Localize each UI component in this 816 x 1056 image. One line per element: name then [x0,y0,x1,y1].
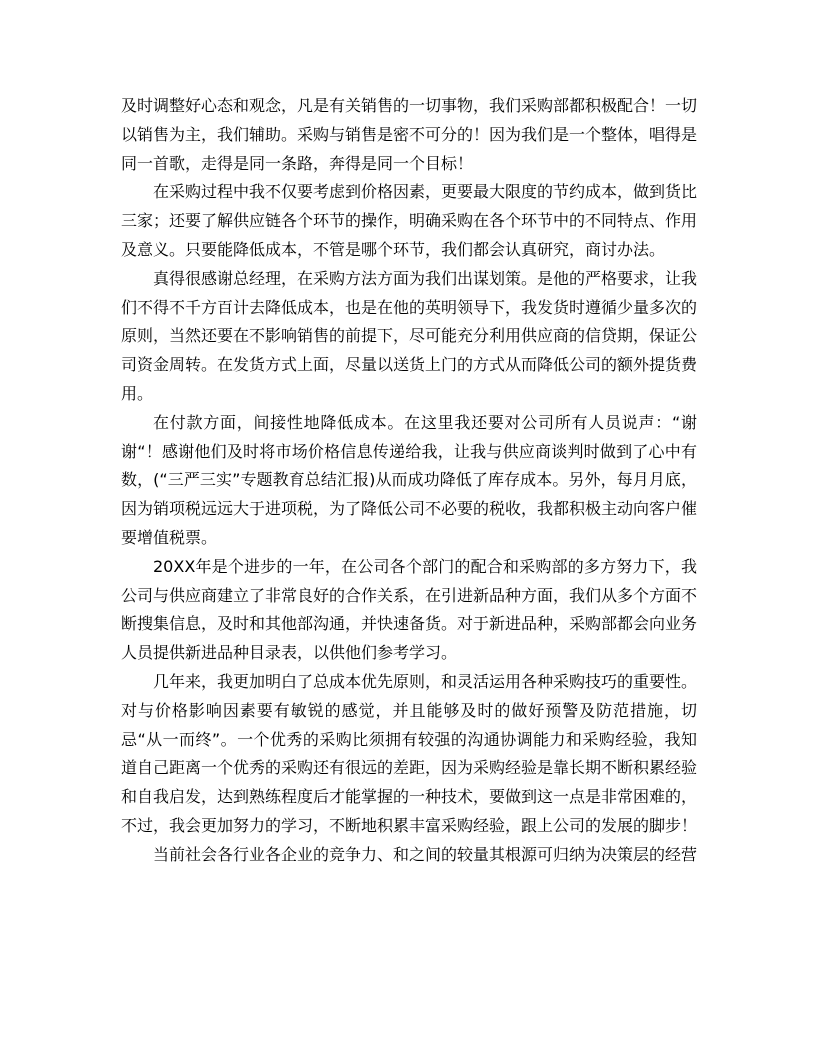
document-page [121,92,697,870]
paragraph-1: 及时调整好心态和观念，凡是有关销售的一切事物，我们采购部都积极配合！一切以销售为主，我们辅助。采购与销售是密不可分的！因为我们是一个整体，唱得是同一首歌，走得是同一条路，奔得是同一个目标！ [121,96,698,173]
paragraph-2: 在采购过程中我不仅要考虑到价格因素，更要最大限度的节约成本，做到货比三家；还要了解供应链各个环节的操作，明确采购在各个环节中的不同特点、作用及意义。只要能降低成本，不管是哪个环节，我们都会认真研究，商讨办法。 [121,182,698,259]
paragraph-4: 在付款方面，间接性地降低成本。在这里我还要对公司所有人员说声：“谢谢“！感谢他们及时将市场价格信息传递给我，让我与供应商谈判时做到了心中有数，(“三严三实”专题教育总结汇报)从而成功降低了库存成本。另外，每月月底，因为销项税远远大于进项税，为了降低公司不必要的税收，我都积极主动向客户催要增值税票。 [121,412,698,547]
paragraph-5: 20XX年是个进步的一年，在公司各个部门的配合和采购部的多方努力下，我公司与供应商建立了非常良好的合作关系，在引进新品种方面，我们从多个方面不断搜集信息，及时和其他部沟通，并快速备货。对于新进品种，采购部都会向业务人员提供新进品种目录表，以供他们参考学习。 [121,556,698,663]
paragraph-3: 真得很感谢总经理，在采购方法方面为我们出谋划策。是他的严格要求，让我们不得不千方百计去降低成本，也是在他的英明领导下，我发货时遵循少量多次的原则，当然还要在不影响销售的前提下，尽可能充分利用供应商的信贷期，保证公司资金周转。在发货方式上面，尽量以送货上门的方式从而降低公司的额外提货费用。 [121,268,698,403]
paragraph-7: 当前社会各行业各企业的竞争力、和之间的较量其根源可归纳为决策层的经营 [153,844,698,864]
paragraph-6: 几年来，我更加明白了总成本优先原则，和灵活运用各种采购技巧的重要性。对与价格影响因素要有敏锐的感觉，并且能够及时的做好预警及防范措施，切忌“从一而终”。一个优秀的采购比须拥有较强的沟通协调能力和采购经验，我知道自己距离一个优秀的采购还有很远的差距，因为采购经验是靠长期不断积累经验和自我启发，达到熟练程度后才能掌握的一种技术，要做到这一点是非常困难的，不过，我会更加努力的学习，不断地积累丰富采购经验，跟上公司的发展的脚步！ [121,671,698,835]
